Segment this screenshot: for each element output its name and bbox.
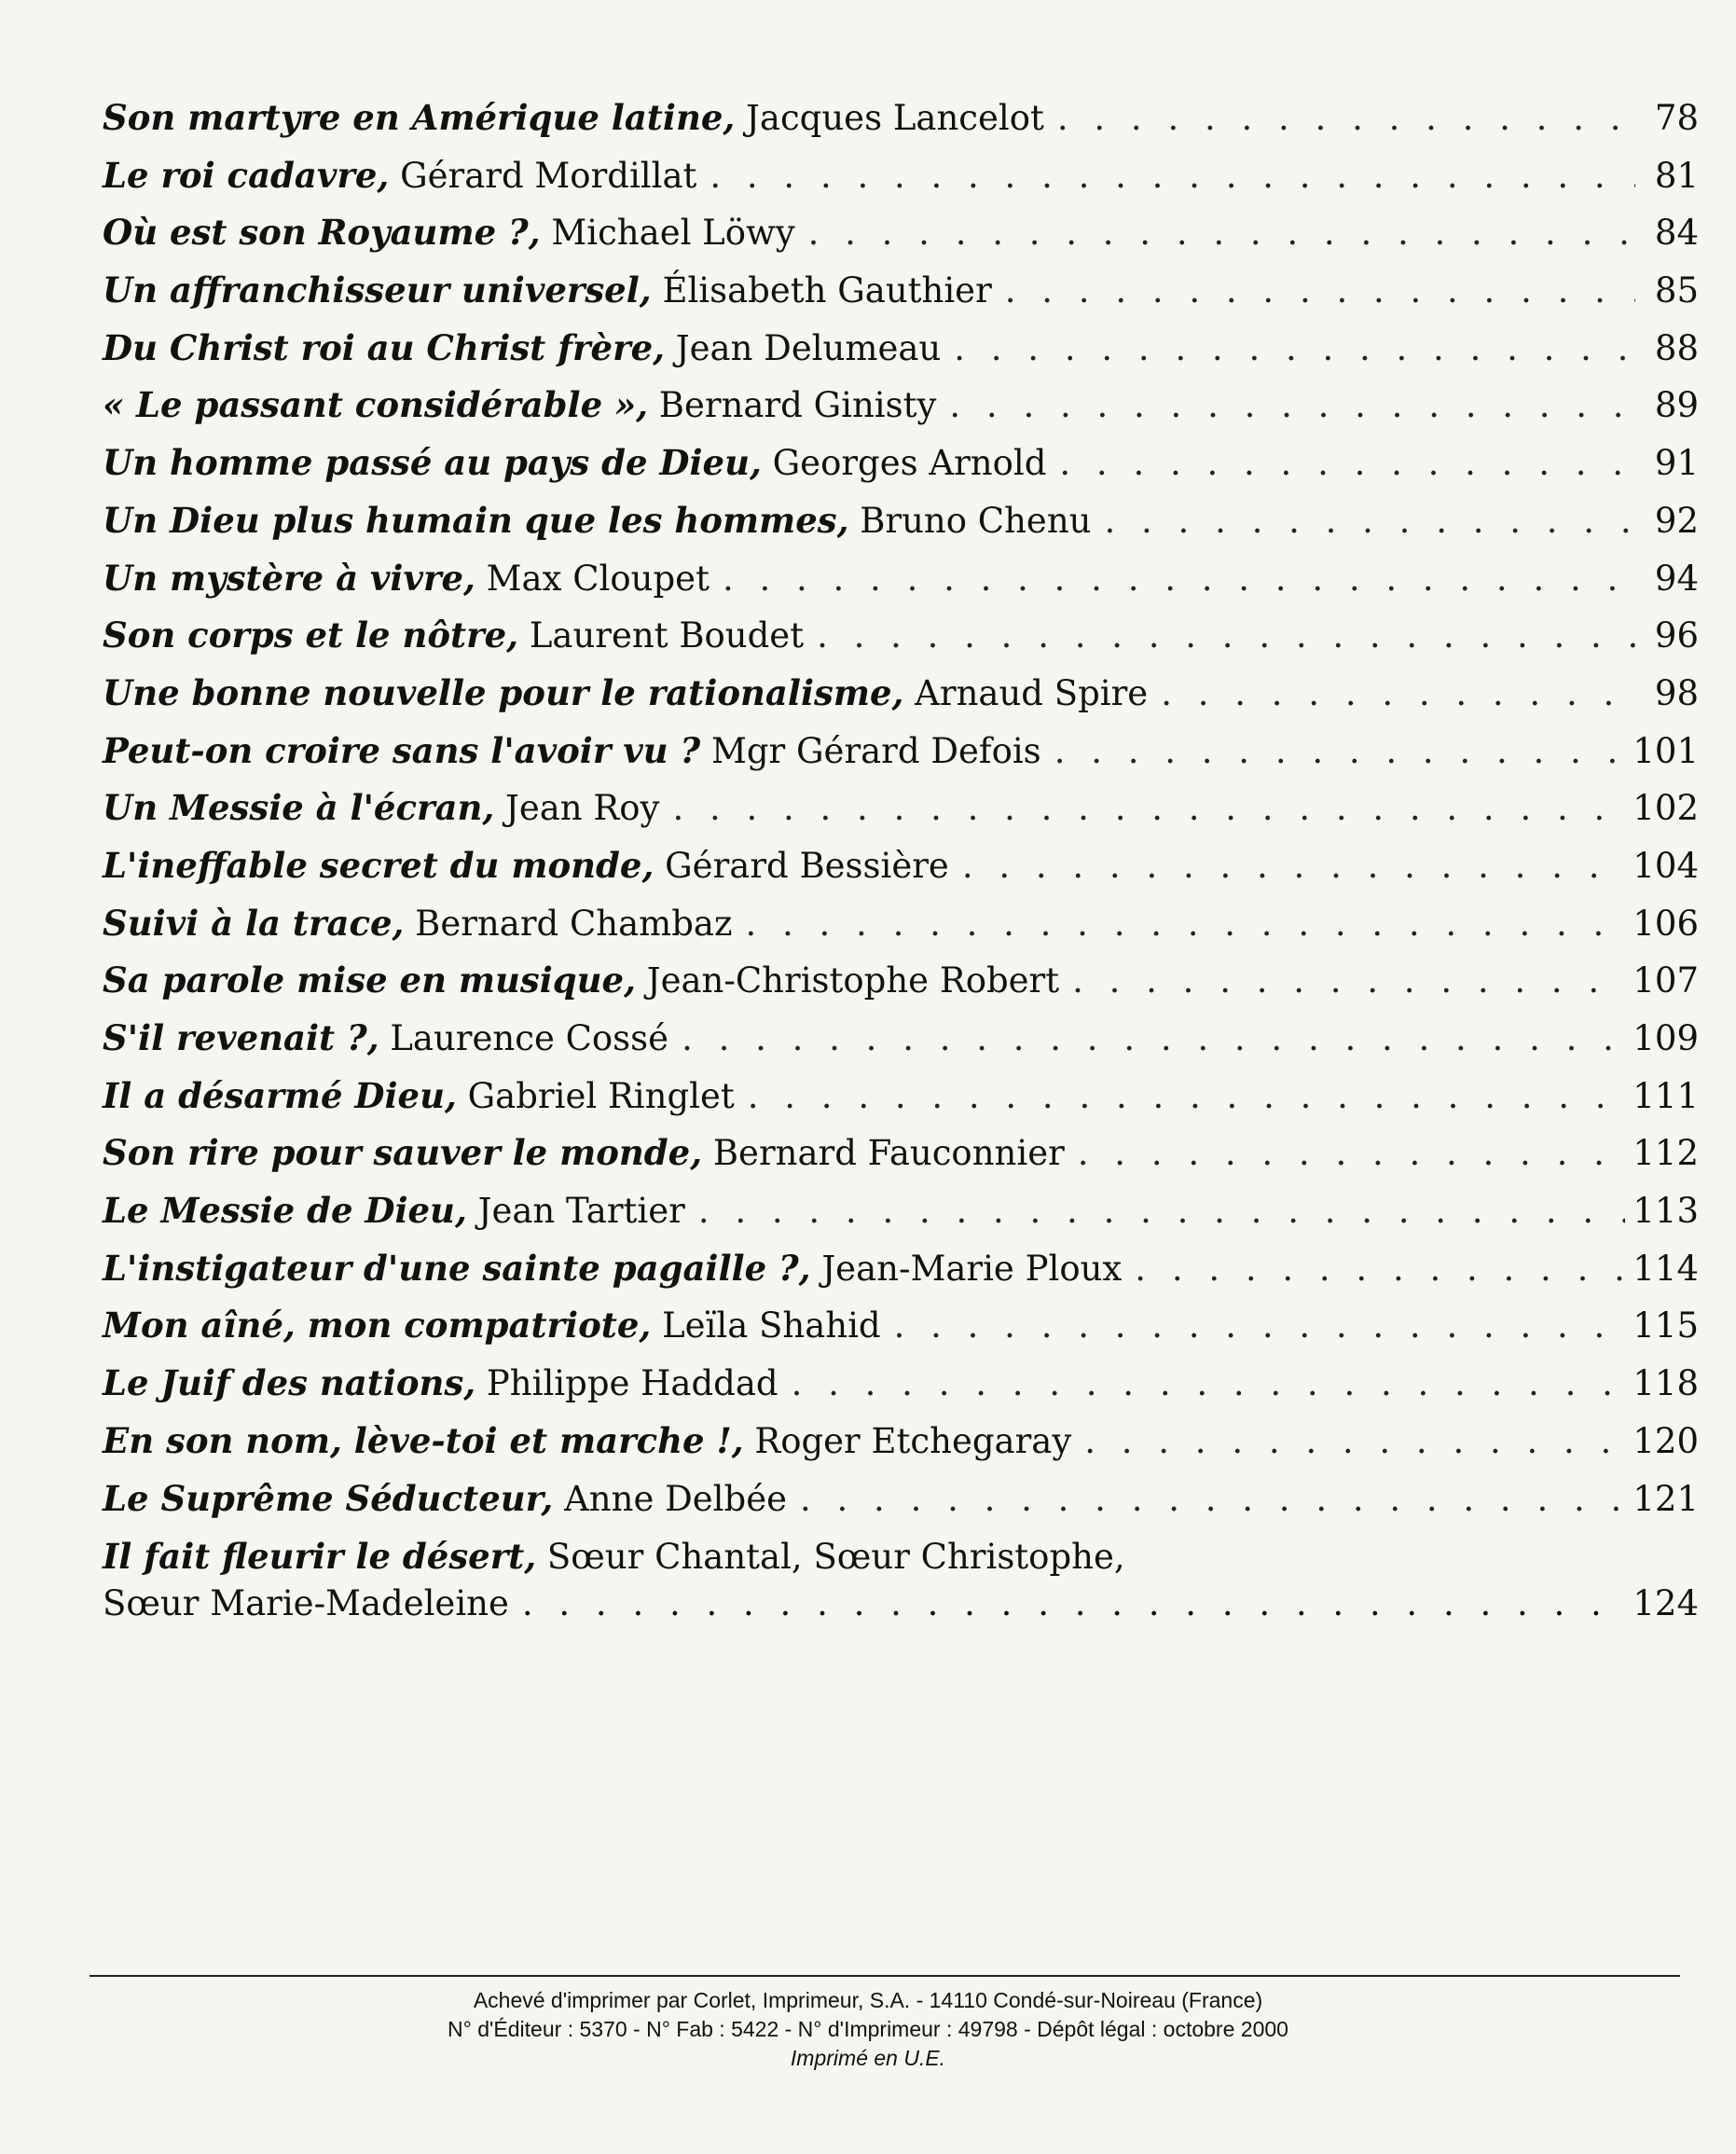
entry-author: Jean Tartier	[477, 1191, 685, 1232]
leader-dots	[1078, 1125, 1626, 1182]
entry-title: Un affranchisseur universel,	[103, 269, 652, 311]
toc-entry	[103, 550, 1699, 608]
entry-author: Leïla Shahid	[662, 1305, 881, 1346]
entry-page: 121	[1633, 1478, 1699, 1519]
entry-title: Peut-on croire sans l'avoir vu ?	[103, 729, 701, 771]
entry-page: 120	[1633, 1420, 1699, 1461]
entry-author: Bernard Ginisty	[658, 385, 937, 426]
toc-entry	[103, 435, 1699, 492]
toc-entry	[103, 147, 1699, 205]
leader-dots	[522, 1581, 1625, 1627]
entry-author: Philippe Haddad	[486, 1363, 778, 1404]
entry-title: Un homme passé au pays de Dieu,	[103, 442, 762, 484]
toc-entry	[103, 607, 1699, 665]
leader-dots	[792, 1355, 1626, 1413]
toc-entry	[103, 1297, 1699, 1355]
leader-dots	[894, 1297, 1626, 1355]
toc-entry	[103, 1068, 1699, 1125]
toc-entry	[103, 1010, 1699, 1068]
leader-dots	[745, 895, 1625, 953]
leader-dots	[962, 837, 1626, 895]
colophon-printed-in: Imprimé en U.E.	[790, 2046, 946, 2070]
entry-title: Une bonne nouvelle pour le rationalisme,	[103, 671, 904, 713]
toc-entry	[103, 1125, 1699, 1182]
entry-title: Un Dieu plus humain que les hommes,	[103, 499, 849, 541]
toc-entry	[103, 1240, 1699, 1298]
entry-line-2	[103, 1581, 1699, 1627]
entry-page: 84	[1654, 213, 1699, 254]
entry-page: 111	[1633, 1075, 1699, 1116]
entry-title: Suivi à la trace,	[103, 902, 405, 944]
entry-author: Jacques Lancelot	[746, 98, 1044, 138]
toc-entry	[103, 1355, 1699, 1413]
entry-page: 98	[1654, 672, 1699, 713]
entry-title: Son rire pour sauver le monde,	[103, 1132, 703, 1174]
entry-author: Jean Delumeau	[675, 327, 942, 368]
entry-title: Un Messie à l'écran,	[103, 787, 495, 829]
leader-dots	[710, 147, 1635, 205]
entry-author: Bruno Chenu	[860, 500, 1092, 541]
leader-dots	[1059, 435, 1635, 492]
leader-dots	[698, 1182, 1626, 1240]
entry-title: Le roi cadavre,	[103, 154, 390, 196]
entry-author: Élisabeth Gauthier	[662, 270, 992, 311]
entry-title: Son martyre en Amérique latine,	[103, 97, 736, 138]
entry-page: 89	[1654, 385, 1699, 426]
entry-title: Du Christ roi au Christ frère,	[103, 326, 666, 368]
toc-entry	[103, 1413, 1699, 1471]
colophon-printer: Achevé d'imprimer par Corlet, Imprimeur, S.A. - 14110 Condé-sur-Noireau (France)	[473, 1988, 1263, 2012]
entry-title: « Le passant considérable »,	[103, 384, 649, 426]
entry-title: Le Juif des nations,	[103, 1362, 476, 1404]
entry-title: Où est son Royaume ?,	[103, 212, 541, 254]
leader-dots	[723, 550, 1635, 608]
entry-title: Il fait fleurir le désert,	[103, 1536, 537, 1578]
entry-title: Le Suprême Séducteur,	[103, 1477, 554, 1519]
leader-dots	[949, 377, 1635, 435]
leader-dots	[1072, 952, 1625, 1010]
entry-page: 94	[1654, 558, 1699, 599]
entry-page: 115	[1633, 1305, 1699, 1346]
leader-dots	[1161, 665, 1635, 723]
toc-entry	[103, 492, 1699, 550]
entry-title: Il a désarmé Dieu,	[103, 1074, 457, 1116]
entry-author: Jean-Christophe Robert	[646, 960, 1060, 1001]
entry-line-1	[103, 1533, 1699, 1581]
leader-dots	[1084, 1413, 1625, 1471]
toc-entry	[103, 780, 1699, 837]
toc-entry	[103, 723, 1699, 780]
toc-entry	[103, 1471, 1699, 1528]
leader-dots	[808, 204, 1635, 262]
leader-dots	[1054, 723, 1626, 780]
toc-entry	[103, 1182, 1699, 1240]
entry-author: Max Cloupet	[486, 558, 710, 599]
toc-entry	[103, 204, 1699, 262]
entry-author: Bernard Fauconnier	[712, 1133, 1065, 1174]
toc-entry	[103, 665, 1699, 723]
entry-author: Jean Roy	[505, 788, 660, 829]
entry-author: Sœur Chantal, Sœur Christophe,	[546, 1537, 1125, 1578]
entry-page: 88	[1654, 327, 1699, 368]
entry-page: 91	[1654, 443, 1699, 484]
entry-author: Bernard Chambaz	[415, 903, 733, 944]
entry-author: Gérard Mordillat	[400, 155, 697, 196]
toc-entry	[103, 952, 1699, 1010]
table-of-contents	[103, 90, 1699, 1627]
entry-author: Georges Arnold	[772, 443, 1047, 484]
entry-author: Jean-Marie Ploux	[821, 1248, 1123, 1289]
entry-page: 96	[1654, 615, 1699, 656]
entry-author: Laurence Cossé	[390, 1018, 669, 1058]
entry-page: 81	[1654, 155, 1699, 196]
leader-dots	[1057, 90, 1635, 147]
toc-entry	[103, 262, 1699, 320]
leader-dots	[1005, 262, 1635, 320]
entry-author: Gérard Bessière	[665, 845, 949, 886]
colophon-numbers: N° d'Éditeur : 5370 - N° Fab : 5422 - N° d'Imprimeur : 49798 - Dépôt légal : octobre 2000	[448, 2017, 1288, 2041]
entry-page: 109	[1633, 1018, 1699, 1058]
entry-title: Son corps et le nôtre,	[103, 614, 519, 656]
entry-title: Le Messie de Dieu,	[103, 1190, 467, 1232]
entry-title: L'ineffable secret du monde,	[103, 844, 654, 886]
entry-author: Roger Etchegaray	[754, 1420, 1072, 1461]
leader-dots	[1105, 492, 1636, 550]
leader-dots	[748, 1068, 1626, 1125]
entry-page: 114	[1633, 1248, 1699, 1289]
entry-page: 112	[1633, 1133, 1699, 1174]
entry-title: L'instigateur d'une sainte pagaille ?,	[103, 1247, 811, 1289]
entry-author: Mgr Gérard Defois	[710, 730, 1041, 771]
entry-page: 113	[1633, 1191, 1699, 1232]
entry-author-continued: Sœur Marie-Madeleine	[103, 1583, 509, 1624]
entry-page: 104	[1633, 845, 1699, 886]
toc-entry	[103, 837, 1699, 895]
toc-entry-last	[103, 1533, 1699, 1627]
entry-author: Laurent Boudet	[529, 615, 805, 656]
entry-author: Arnaud Spire	[915, 672, 1149, 713]
entry-author: Michael Löwy	[551, 213, 795, 254]
footer-rule	[90, 1975, 1680, 1977]
toc-entry	[103, 377, 1699, 435]
entry-page: 101	[1633, 730, 1699, 771]
entry-author: Gabriel Ringlet	[467, 1075, 735, 1116]
entry-title: S'il revenait ?,	[103, 1017, 379, 1058]
entry-title: Mon aîné, mon compatriote,	[103, 1305, 652, 1346]
entry-page: 85	[1654, 270, 1699, 311]
leader-dots	[817, 607, 1635, 665]
entry-page: 106	[1633, 903, 1699, 944]
entry-page: 124	[1633, 1583, 1699, 1624]
entry-author: Anne Delbée	[564, 1478, 787, 1519]
entry-title: En son nom, lève-toi et marche !,	[103, 1419, 744, 1461]
toc-entry	[103, 320, 1699, 378]
entry-page: 92	[1654, 500, 1699, 541]
leader-dots	[954, 320, 1635, 378]
leader-dots	[672, 780, 1625, 837]
leader-dots	[1135, 1240, 1625, 1298]
entry-title: Un mystère à vivre,	[103, 557, 475, 599]
entry-page: 107	[1633, 960, 1699, 1001]
leader-dots	[800, 1471, 1625, 1528]
leader-dots	[682, 1010, 1625, 1068]
entry-page: 102	[1633, 788, 1699, 829]
toc-entry	[103, 90, 1699, 147]
colophon	[0, 1986, 1736, 2073]
entry-page: 78	[1654, 98, 1699, 138]
toc-entry	[103, 895, 1699, 953]
entry-title: Sa parole mise en musique,	[103, 960, 636, 1001]
entry-page: 118	[1633, 1363, 1699, 1404]
